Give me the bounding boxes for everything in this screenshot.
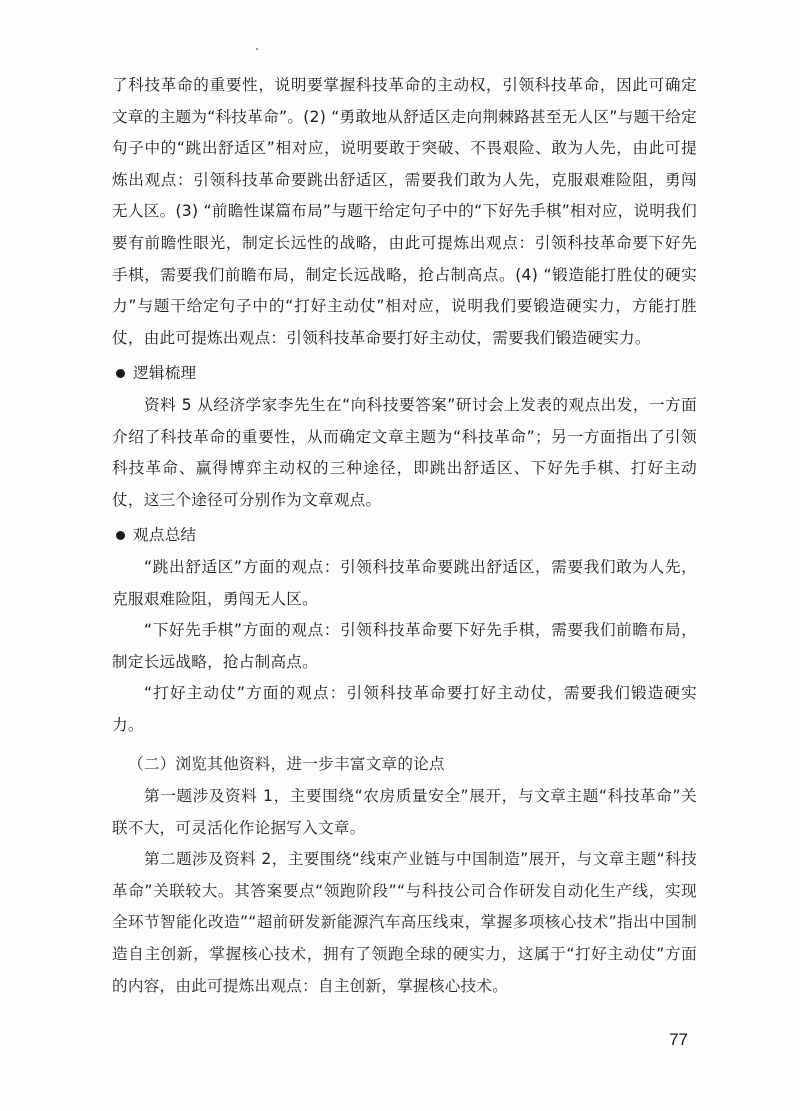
- paragraph-material-2: 第二题涉及资料 2，主要围绕“线束产业链与中国制造”展开，与文章主题“科技革命”关联较大。其答案要点“领跑阶段”“与科技公司合作研发自动化生产线，实现全环节智能化改造”“超前研发新能源汽车高压线束，掌握多项核心技术”指出中国制造自主创新，掌握核心技术，拥有了领跑全球的硬实力，这属于“打好主动仗”方面的内容，由此可提炼出观点：自主创新，掌握核心技术。: [112, 850, 697, 995]
- viewpoint-3: “打好主动仗”方面的观点：引领科技革命要打好主动仗，需要我们锻造硬实力。: [112, 684, 697, 734]
- paragraph-material-1: 第一题涉及资料 1，主要围绕“农房质量安全”展开，与文章主题“科技革命”关联不大，可灵活化作论据写入文章。: [112, 787, 697, 837]
- viewpoint-1: “跳出舒适区”方面的观点：引领科技革命要跳出舒适区，需要我们敢为人先，克服艰难险阻，勇闯无人区。: [112, 557, 697, 608]
- paragraph-logic: 资料 5 从经济学家李先生在“向科技要答案”研讨会上发表的观点出发，一方面介绍了科技革命的重要性，从而确定文章主题为“科技革命”；另一方面指出了引领科技革命、赢得博弈主动权的三种途径，即跳出舒适区、下好先手棋、打好主动仗，这三个途径可分别作为文章观点。: [112, 395, 697, 509]
- heading-summary: [112, 520, 697, 552]
- viewpoint-2: “下好先手棋”方面的观点：引领科技革命要下好先手棋，需要我们前瞻布局，制定长远战略，抢占制高点。: [112, 621, 697, 671]
- heading-logic-text: 逻辑梳理: [133, 364, 197, 383]
- page-number: 77: [669, 1030, 688, 1049]
- heading-summary-text: 观点总结: [133, 526, 197, 545]
- heading-logic: [112, 358, 697, 390]
- bullet-icon: [116, 531, 125, 540]
- bullet-icon: [116, 369, 125, 378]
- scan-speck: [256, 48, 258, 50]
- paragraph-analysis-continued: 了科技革命的重要性，说明要掌握科技革命的主动权，引领科技革命，因此可确定文章的主题为“科技革命”。(2) “勇敢地从舒适区走向荆棘路甚至无人区”与题干给定句子中的“跳出舒适区”相对应，说明要敢于突破、不畏艰险、敢为人先，由此可提炼出观点：引领科技革命要跳出舒适区，需要我们敢为人先，克服艰难险阻，勇闯无人区。(3) “前瞻性谋篇布局”与题干给定句子中的“下好先手棋”相对应，说明我们要有前瞻性眼光，制定长远性的战略，由此可提炼出观点：引领科技革命要下好先手棋，需要我们前瞻布局，制定长远战略，抢占制高点。(4) “锻造能打胜仗的硬实力”与题干给定句子中的“打好主动仗”相对应，说明我们要锻造硬实力，方能打胜仗，由此可提炼出观点：引领科技革命要打好主动仗，需要我们锻造硬实力。: [112, 76, 697, 347]
- document-body: [112, 70, 697, 1002]
- section-heading-2: （二）浏览其他资料，进一步丰富文章的论点: [128, 755, 445, 774]
